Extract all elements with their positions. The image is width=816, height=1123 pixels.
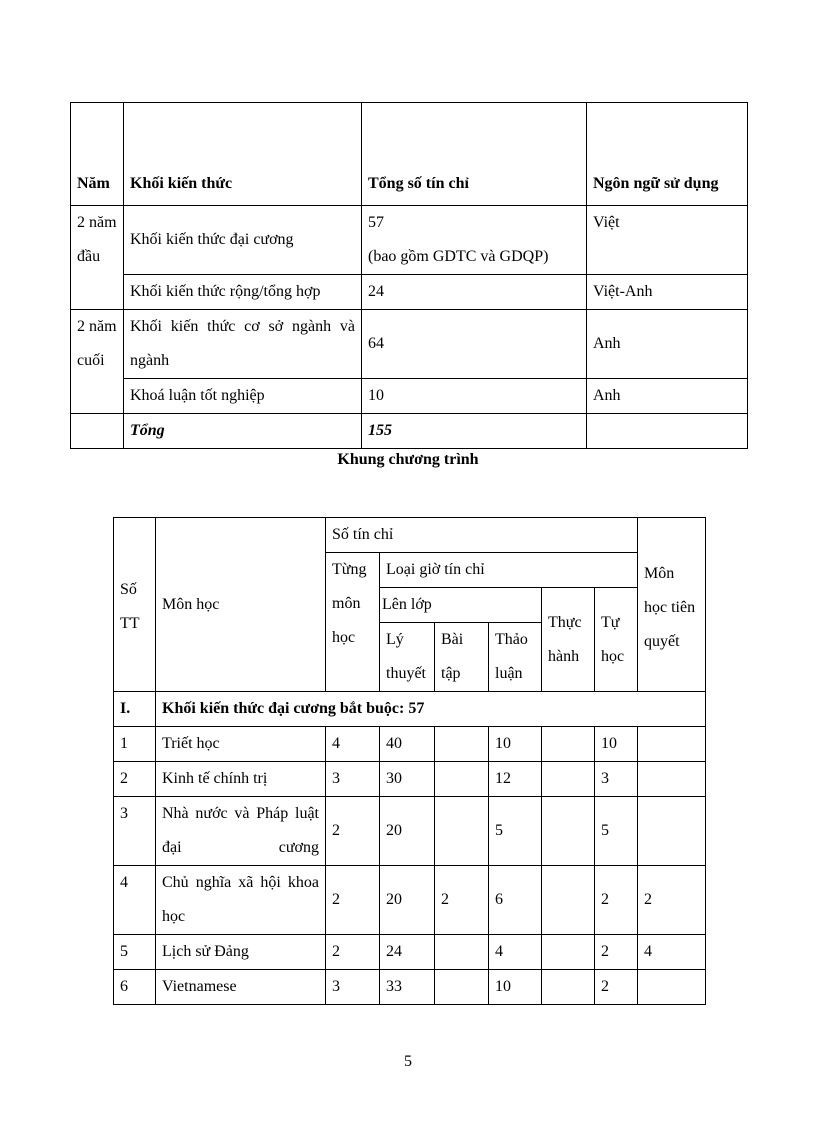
block-cell: Khối kiến thức rộng/tổng hợp (124, 275, 362, 310)
practice-hours (542, 935, 595, 970)
discussion-hours: 5 (489, 797, 542, 866)
header-knowledge-block: Khối kiến thức (124, 103, 362, 206)
theory-hours: 33 (380, 970, 435, 1005)
subject-name: Vietnamese (156, 970, 326, 1005)
table-row (114, 727, 706, 762)
row-number: 5 (114, 935, 156, 970)
header-self-study: Tự học (595, 588, 638, 692)
self-study-hours: 5 (595, 797, 638, 866)
exercise-hours (435, 797, 489, 866)
prerequisite: 4 (638, 935, 706, 970)
self-study-hours: 3 (595, 762, 638, 797)
year-cell-first: 2 năm đầu (71, 206, 124, 310)
prerequisite: 2 (638, 866, 706, 935)
credits-cell (362, 206, 587, 275)
credits-note: (bao gồm GDTC và GDQP) (368, 248, 549, 265)
table-row (114, 797, 706, 866)
practice-hours (542, 762, 595, 797)
credit-summary-table (70, 102, 748, 449)
header-credits: Số tín chỉ (326, 518, 638, 553)
row-number: 1 (114, 727, 156, 762)
row-number: 3 (114, 797, 156, 866)
header-theory: Lý thuyết (380, 623, 435, 692)
language-cell: Việt (587, 206, 748, 275)
exercise-hours (435, 970, 489, 1005)
header-exercise: Bài tập (435, 623, 489, 692)
header-hour-types: Loại giờ tín chỉ (380, 553, 638, 588)
header-per-subject: Từng môn học (326, 553, 380, 692)
discussion-hours: 6 (489, 866, 542, 935)
header-total-credits: Tổng số tín chỉ (362, 103, 587, 206)
self-study-hours: 10 (595, 727, 638, 762)
total-row (71, 414, 748, 449)
discussion-hours: 10 (489, 970, 542, 1005)
year-cell-last: 2 năm cuối (71, 310, 124, 414)
header-language: Ngôn ngữ sử dụng (587, 103, 748, 206)
credits-cell: 10 (362, 379, 587, 414)
prerequisite (638, 970, 706, 1005)
curriculum-table (113, 517, 706, 1005)
page-number: 5 (404, 1053, 412, 1070)
language-cell: Anh (587, 310, 748, 379)
practice-hours (542, 866, 595, 935)
subject-credits: 2 (326, 866, 380, 935)
subject-credits: 2 (326, 935, 380, 970)
practice-hours (542, 727, 595, 762)
self-study-hours: 2 (595, 866, 638, 935)
table-row (71, 275, 748, 310)
theory-hours: 30 (380, 762, 435, 797)
subject-name: Chủ nghĩa xã hội khoa học (156, 866, 326, 935)
table-row (114, 866, 706, 935)
theory-hours: 24 (380, 935, 435, 970)
table-row (71, 379, 748, 414)
subject-credits: 3 (326, 762, 380, 797)
block-cell: Khoá luận tốt nghiệp (124, 379, 362, 414)
subject-name: Lịch sử Đảng (156, 935, 326, 970)
table-row (71, 206, 748, 275)
section-title: Khối kiến thức đại cương bắt buộc: 57 (156, 692, 706, 727)
subject-name: Kinh tế chính trị (156, 762, 326, 797)
total-value: 155 (362, 414, 587, 449)
exercise-hours (435, 935, 489, 970)
language-cell: Anh (587, 379, 748, 414)
header-prerequisite: Môn học tiên quyết (638, 518, 706, 692)
block-cell: Khối kiến thức cơ sở ngành và ngành (124, 310, 362, 379)
row-number: 6 (114, 970, 156, 1005)
language-cell: Việt-Anh (587, 275, 748, 310)
prerequisite (638, 762, 706, 797)
table-header-row (71, 103, 748, 206)
practice-hours (542, 797, 595, 866)
exercise-hours (435, 762, 489, 797)
section-number: I. (114, 692, 156, 727)
table-row (114, 935, 706, 970)
discussion-hours: 10 (489, 727, 542, 762)
table-row (114, 970, 706, 1005)
table-row (114, 762, 706, 797)
practice-hours (542, 970, 595, 1005)
header-stt: Số TT (114, 518, 156, 692)
credits-cell: 24 (362, 275, 587, 310)
section-row (114, 692, 706, 727)
subject-name: Triết học (156, 727, 326, 762)
theory-hours: 20 (380, 866, 435, 935)
prerequisite (638, 797, 706, 866)
row-number: 4 (114, 866, 156, 935)
subject-credits: 3 (326, 970, 380, 1005)
header-year: Năm (71, 103, 124, 206)
discussion-hours: 12 (489, 762, 542, 797)
table-caption: Khung chương trình (337, 451, 479, 468)
exercise-hours (435, 727, 489, 762)
header-row (114, 518, 706, 553)
self-study-hours: 2 (595, 935, 638, 970)
credits-value: 57 (368, 214, 384, 231)
header-discussion: Thảo luận (489, 623, 542, 692)
theory-hours: 40 (380, 727, 435, 762)
subject-name: Nhà nước và Pháp luật đại cương (156, 797, 326, 866)
credits-cell: 64 (362, 310, 587, 379)
header-practice: Thực hành (542, 588, 595, 692)
subject-credits: 4 (326, 727, 380, 762)
self-study-hours: 2 (595, 970, 638, 1005)
header-subject: Môn học (156, 518, 326, 692)
subject-credits: 2 (326, 797, 380, 866)
theory-hours: 20 (380, 797, 435, 866)
row-number: 2 (114, 762, 156, 797)
total-label: Tổng (124, 414, 362, 449)
table-row (71, 310, 748, 379)
header-in-class: Lên lớp (380, 588, 542, 623)
block-cell: Khối kiến thức đại cương (124, 206, 362, 275)
exercise-hours: 2 (435, 866, 489, 935)
prerequisite (638, 727, 706, 762)
discussion-hours: 4 (489, 935, 542, 970)
